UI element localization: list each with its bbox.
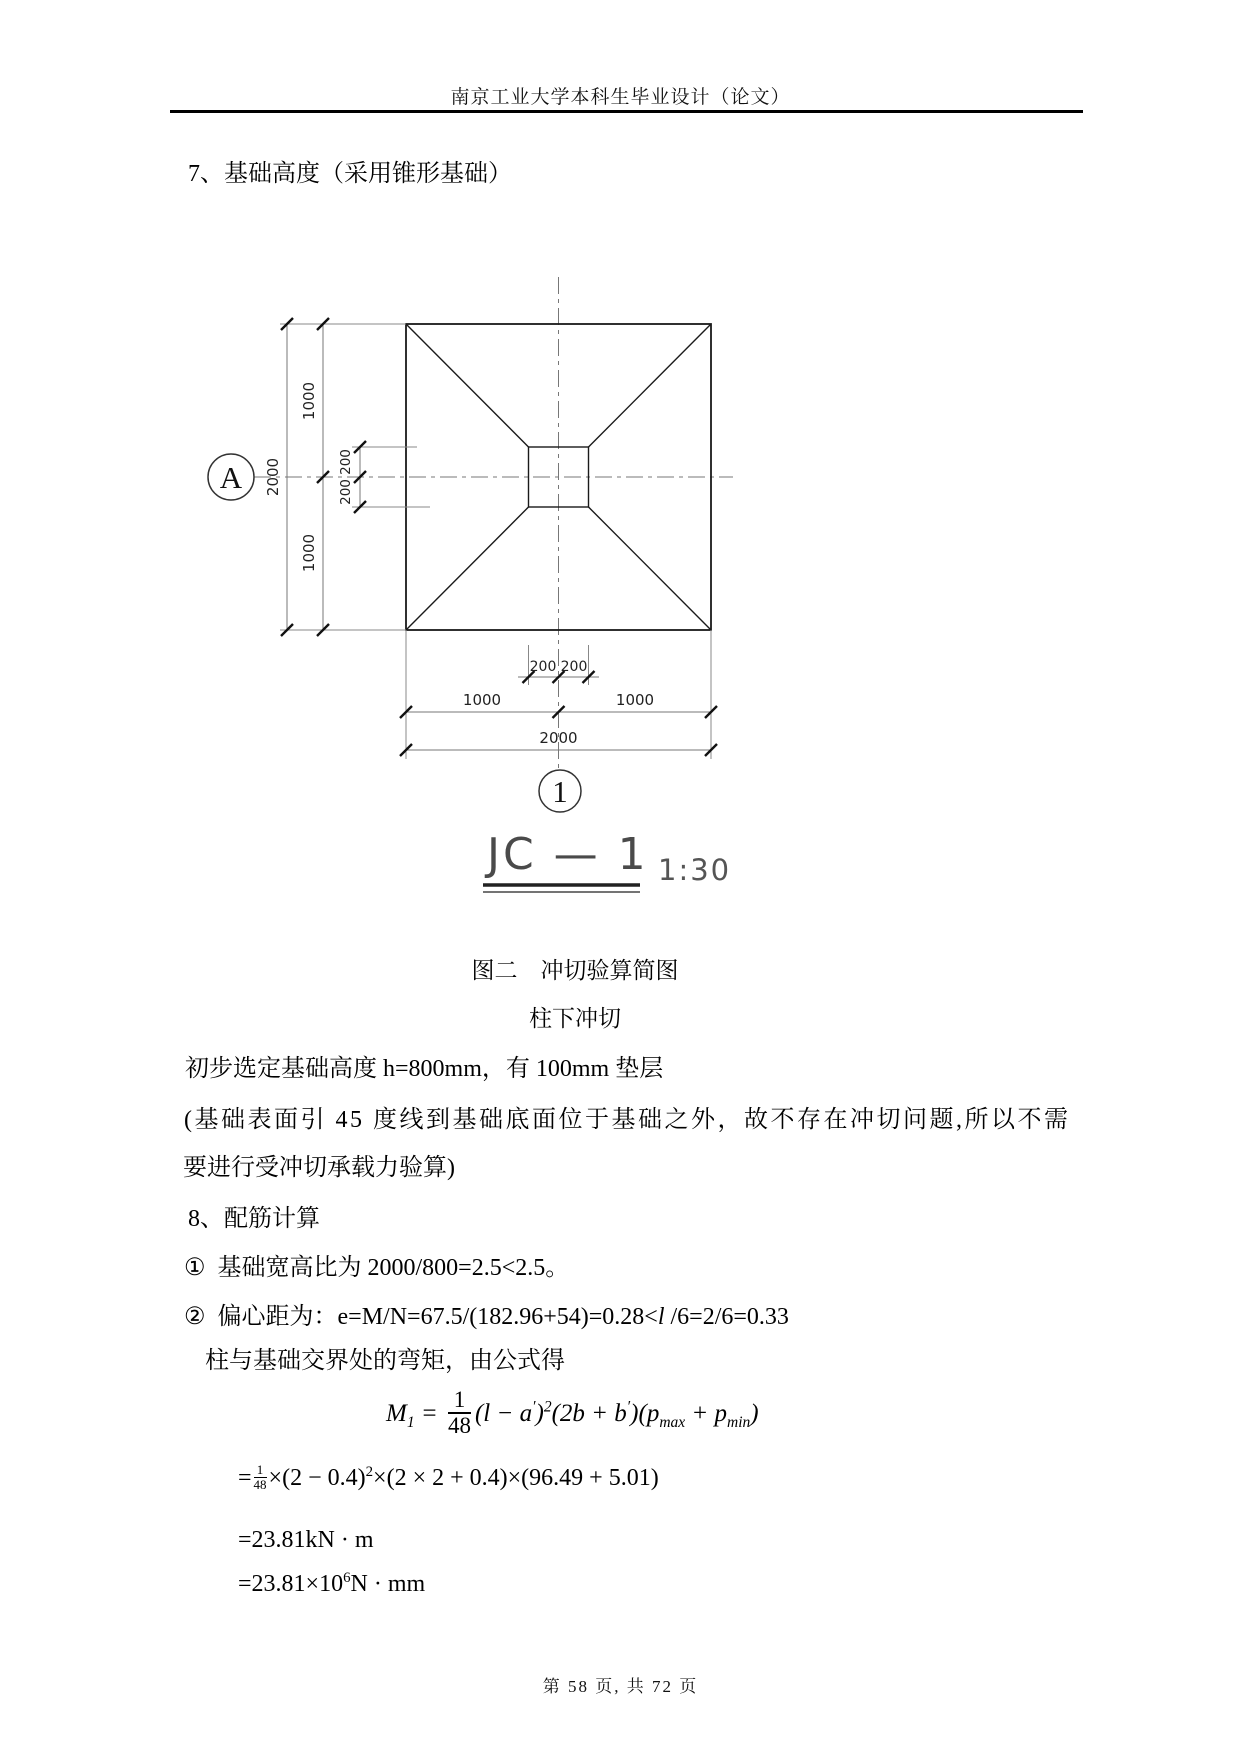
axis-bubble-1	[539, 770, 581, 812]
figure-caption: 图二 冲切验算简图	[471, 958, 679, 983]
dim-left-200-top: 200	[338, 449, 354, 475]
formula-sub-max: max	[659, 1413, 686, 1431]
list-item-1	[184, 1247, 569, 1282]
item-2-marker: ②	[184, 1304, 206, 1330]
dim-bottom-200-left: 200	[529, 659, 557, 675]
formula-result-nmm	[238, 1570, 425, 1598]
paragraph-punching-note-line1: (基础表面引 45 度线到基础底面位于基础之外，故不存在冲切问题,所以不需	[184, 1107, 1071, 1133]
formula-prime2: ′	[626, 1398, 631, 1416]
figure-subcaption: 柱下冲切	[529, 1006, 621, 1031]
drawing-title-block	[483, 829, 731, 892]
drawing-name: JC — 1	[487, 829, 649, 880]
formula-equals: =	[420, 1399, 438, 1427]
header-rule	[170, 110, 1083, 113]
formula-part6: )	[750, 1399, 759, 1427]
formula-part5: + p	[685, 1399, 728, 1427]
formula-part4: )(p	[630, 1399, 660, 1427]
formula-part2: )	[535, 1399, 544, 1427]
formula4-pre: =23.81×10	[238, 1571, 344, 1597]
item-2-variable: l	[657, 1304, 665, 1330]
item-1-marker: ①	[184, 1255, 206, 1281]
formula-m1-definition	[386, 1387, 759, 1440]
section-8-heading: 8、配筋计算	[188, 1206, 320, 1232]
formula4-exponent: 6	[343, 1570, 351, 1586]
dim-bottom-1000-right: 1000	[615, 691, 655, 709]
fraction-small-1-48: $\frac{1}{48}$	[253, 1462, 267, 1492]
formula-prime1: ′	[532, 1398, 536, 1416]
formula-part3: (2b + b	[551, 1399, 627, 1427]
formula-sub-min: min	[727, 1413, 751, 1431]
item-2-text-post: /6=2/6=0.33	[664, 1304, 789, 1330]
fraction-1-48: $\frac{1}{48}$	[447, 1387, 471, 1439]
item-1-text: 基础宽高比为 2000/800=2.5<2.5。	[217, 1255, 570, 1281]
paragraph-punching-note-line2: 要进行受冲切承载力验算)	[183, 1155, 455, 1181]
formula-square: 2	[543, 1398, 552, 1416]
formula2-square: 2	[365, 1464, 374, 1480]
foundation-plan-drawing	[180, 235, 740, 915]
dim-left-2000: 2000	[264, 457, 282, 497]
formula-m-sub: 1	[406, 1413, 415, 1431]
section-7-heading: 7、基础高度（采用锥形基础）	[188, 161, 512, 187]
formula2-part-a: ×(2 − 0.4)	[268, 1465, 366, 1491]
dim-bottom-200-right: 200	[560, 659, 588, 675]
formula-part1: (l − a	[474, 1399, 533, 1427]
formula-substitution-line	[238, 1464, 659, 1494]
axis-1-label: 1	[552, 774, 568, 809]
list-item-2	[184, 1296, 789, 1331]
page-footer: 第 58 页, 共 72 页	[542, 1677, 699, 1696]
axis-bubble-a	[208, 454, 254, 500]
dim-left-200-bottom: 200	[338, 479, 354, 505]
paragraph-height-selection: 初步选定基础高度 h=800mm，有 100mm 垫层	[185, 1056, 664, 1082]
item-2-subline: 柱与基础交界处的弯矩，由公式得	[205, 1348, 565, 1374]
formula-result-knm: =23.81kN · m	[238, 1527, 374, 1553]
dim-left-1000-bottom: 1000	[300, 533, 318, 573]
axis-a-label: A	[219, 460, 243, 495]
item-2-text-pre: 偏心距为：e=M/N=67.5/(182.96+54)=0.28<	[217, 1304, 658, 1330]
formula2-part-b: ×(2 × 2 + 0.4)×(96.49 + 5.01)	[373, 1465, 659, 1491]
formula-m-var: M	[386, 1399, 407, 1427]
dim-left-1000-top: 1000	[300, 381, 318, 421]
drawing-scale: 1:30	[658, 853, 732, 887]
formula2-equals: =	[238, 1465, 252, 1491]
formula4-post: N · mm	[350, 1571, 426, 1597]
page-header-title: 南京工业大学本科生毕业设计（论文）	[450, 87, 791, 108]
dim-bottom-1000-left: 1000	[462, 691, 502, 709]
dim-bottom-2000: 2000	[539, 729, 578, 747]
